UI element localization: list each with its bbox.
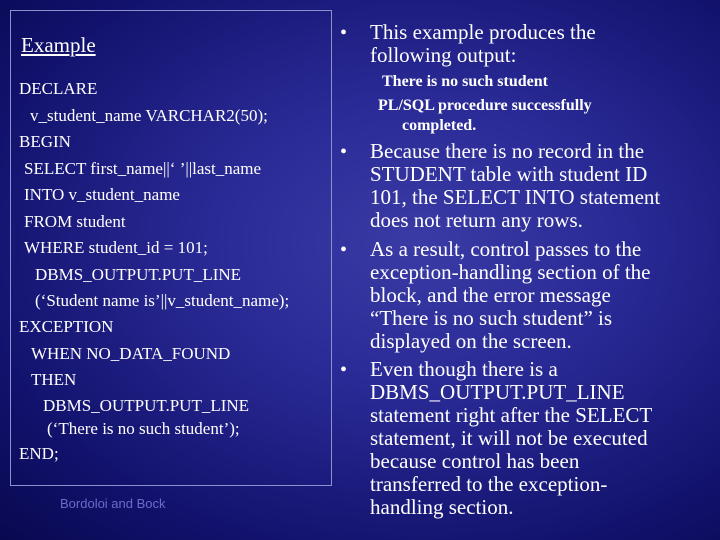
bullet-line: following output: [370,43,517,67]
code-line: FROM student [24,212,126,231]
bullet-marker: • [340,239,348,261]
example-title: Example [21,33,96,57]
bullet-line: does not return any rows. [370,208,583,232]
bullet-line: This example produces the [370,20,596,44]
output-line: PL/SQL procedure successfully [378,97,592,114]
author-footer: Bordoloi and Bock [60,496,166,511]
code-line: INTO v_student_name [24,185,180,204]
bullet-line: Even though there is a [370,357,558,381]
code-line: (‘Student name is’||v_student_name); [35,291,290,310]
code-line: DBMS_OUTPUT.PUT_LINE [43,396,250,415]
bullet-line: handling section. [370,495,514,519]
bullet-line: exception-handling section of the [370,260,651,284]
bullet-line: displayed on the screen. [370,329,572,353]
code-line: WHEN NO_DATA_FOUND [31,344,231,363]
bullet-marker: • [340,359,348,381]
output-line: There is no such student [382,73,548,90]
bullet-line: As a result, control passes to the [370,237,642,261]
code-line: BEGIN [19,132,71,151]
bullet-line: statement right after the SELECT [370,403,653,427]
bullet-line: statement, it will not be executed [370,426,648,450]
bullet-line: STUDENT table with student ID [370,162,648,186]
bullet-line: “There is no such student” is [370,306,613,330]
bullet-marker: • [340,22,348,44]
bullet-marker: • [340,141,348,163]
code-line: WHERE student_id = 101; [24,238,208,257]
bullet-line: because control has been [370,449,580,473]
output-line: completed. [402,117,477,134]
code-line: v_student_name VARCHAR2(50); [30,106,268,125]
bullet-line: DBMS_OUTPUT.PUT_LINE [370,380,625,404]
code-example-panel [10,10,332,486]
code-line: SELECT first_name||‘ ’||last_name [24,159,262,178]
code-line: END; [19,444,59,463]
code-line: (‘There is no such student’); [47,419,240,438]
code-line: DECLARE [19,79,98,98]
code-line: DBMS_OUTPUT.PUT_LINE [35,265,242,284]
bullet-line: block, and the error message [370,283,611,307]
bullet-line: Because there is no record in the [370,139,645,163]
bullet-line: 101, the SELECT INTO statement [370,185,661,209]
bullet-line: transferred to the exception- [370,472,608,496]
code-line: EXCEPTION [19,317,114,336]
code-line: THEN [31,370,77,389]
